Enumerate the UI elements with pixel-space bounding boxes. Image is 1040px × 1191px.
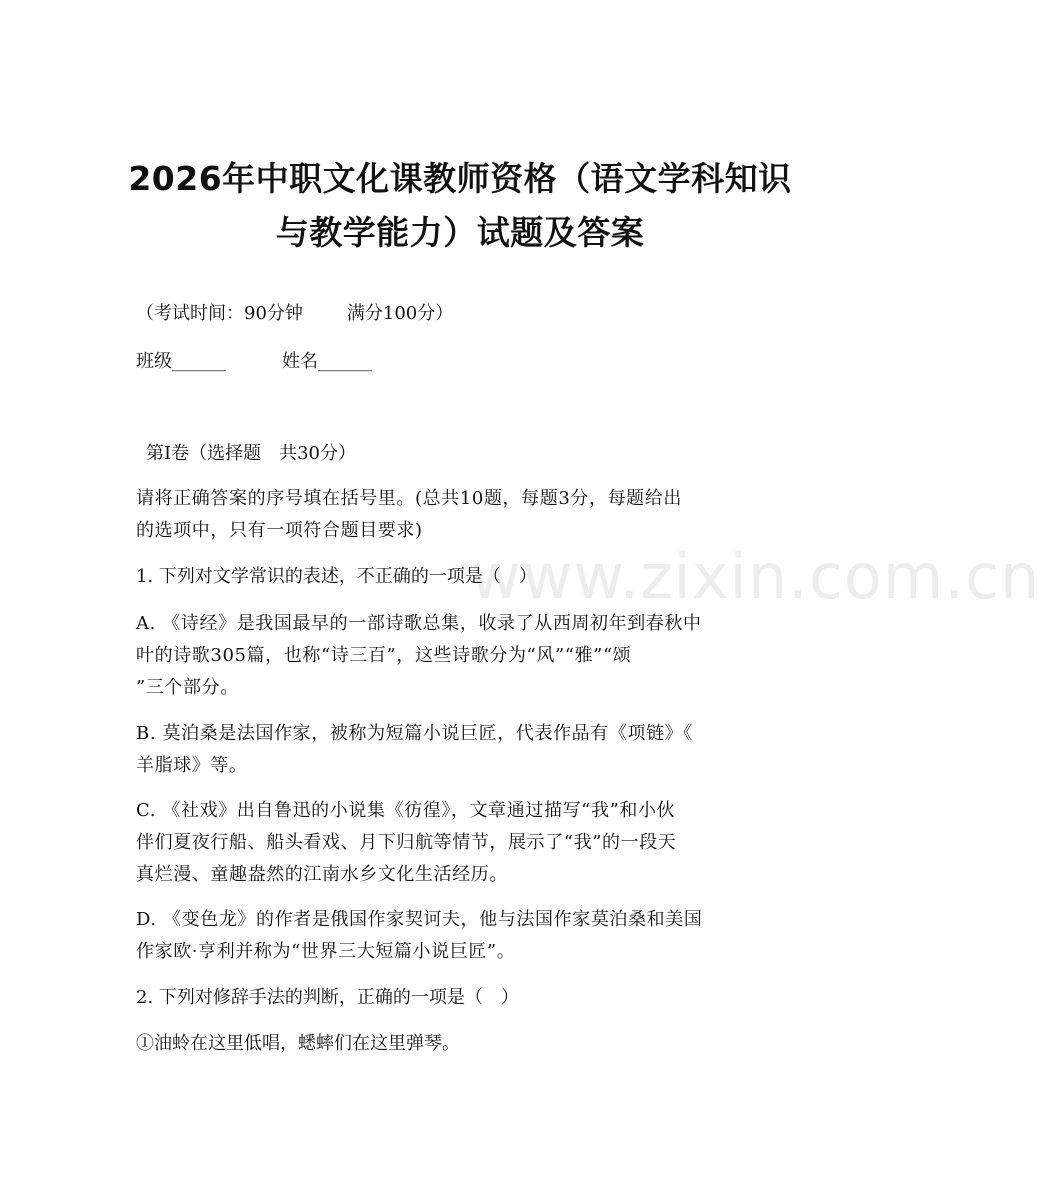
question-1-option-d: D. 《变色龙》的作者是俄国作家契诃夫，他与法国作家莫泊桑和美国 作家欧·亨利并称为“世界三大短篇小说巨匠”。 [136,909,703,962]
student-info [136,346,372,378]
watermark: www.zixin.com.cn [470,540,1040,613]
title-line-1: 2026年中职文化课教师资格（语文学科知识 [128,159,792,198]
question-1-stem: 1. 下列对文学常识的表述，不正确的一项是（ ） [136,566,537,587]
instruction: 请将正确答案的序号填在括号里。(总共10题，每题3分，每题给出 的选项中，只有一项符合题目要求) [136,488,682,541]
class-field[interactable]: 班级______ [136,351,226,372]
question-1-option-c: C. 《社戏》出自鲁迅的小说集《彷徨》，文章通过描写“我”和小伙 伴们夏夜行船、船头看戏、月下归航等情节，展示了“我”的一段天 真烂漫、童趣盎然的江南水乡文化生活经历。 [136,800,677,885]
question-2-item-1: ①油蛉在这里低唱，蟋蟀们在这里弹琴。 [136,1033,460,1054]
question-1-option-a: A. 《诗经》是我国最早的一部诗歌总集，收录了从西周初年到春秋中 叶的诗歌305篇，也称“诗三百”，这些诗歌分为“风”“雅”“颂 ”三个部分。 [136,613,702,698]
full-score: 满分100分） [346,303,454,324]
question-2-stem: 2. 下列对修辞手法的判断，正确的一项是（ ） [136,987,519,1008]
question-1-option-b: B. 莫泊桑是法国作家，被称为短篇小说巨匠，代表作品有《项链》《 羊脂球》等。 [136,723,693,776]
exam-info [136,298,453,330]
title-line-2: 与教学能力）试题及答案 [275,213,645,252]
exam-time: （考试时间：90分钟 [136,303,303,324]
document-title [60,152,860,260]
name-field[interactable]: 姓名______ [282,351,372,372]
section-heading: 第Ⅰ卷（选择题 共30分） [146,443,357,464]
